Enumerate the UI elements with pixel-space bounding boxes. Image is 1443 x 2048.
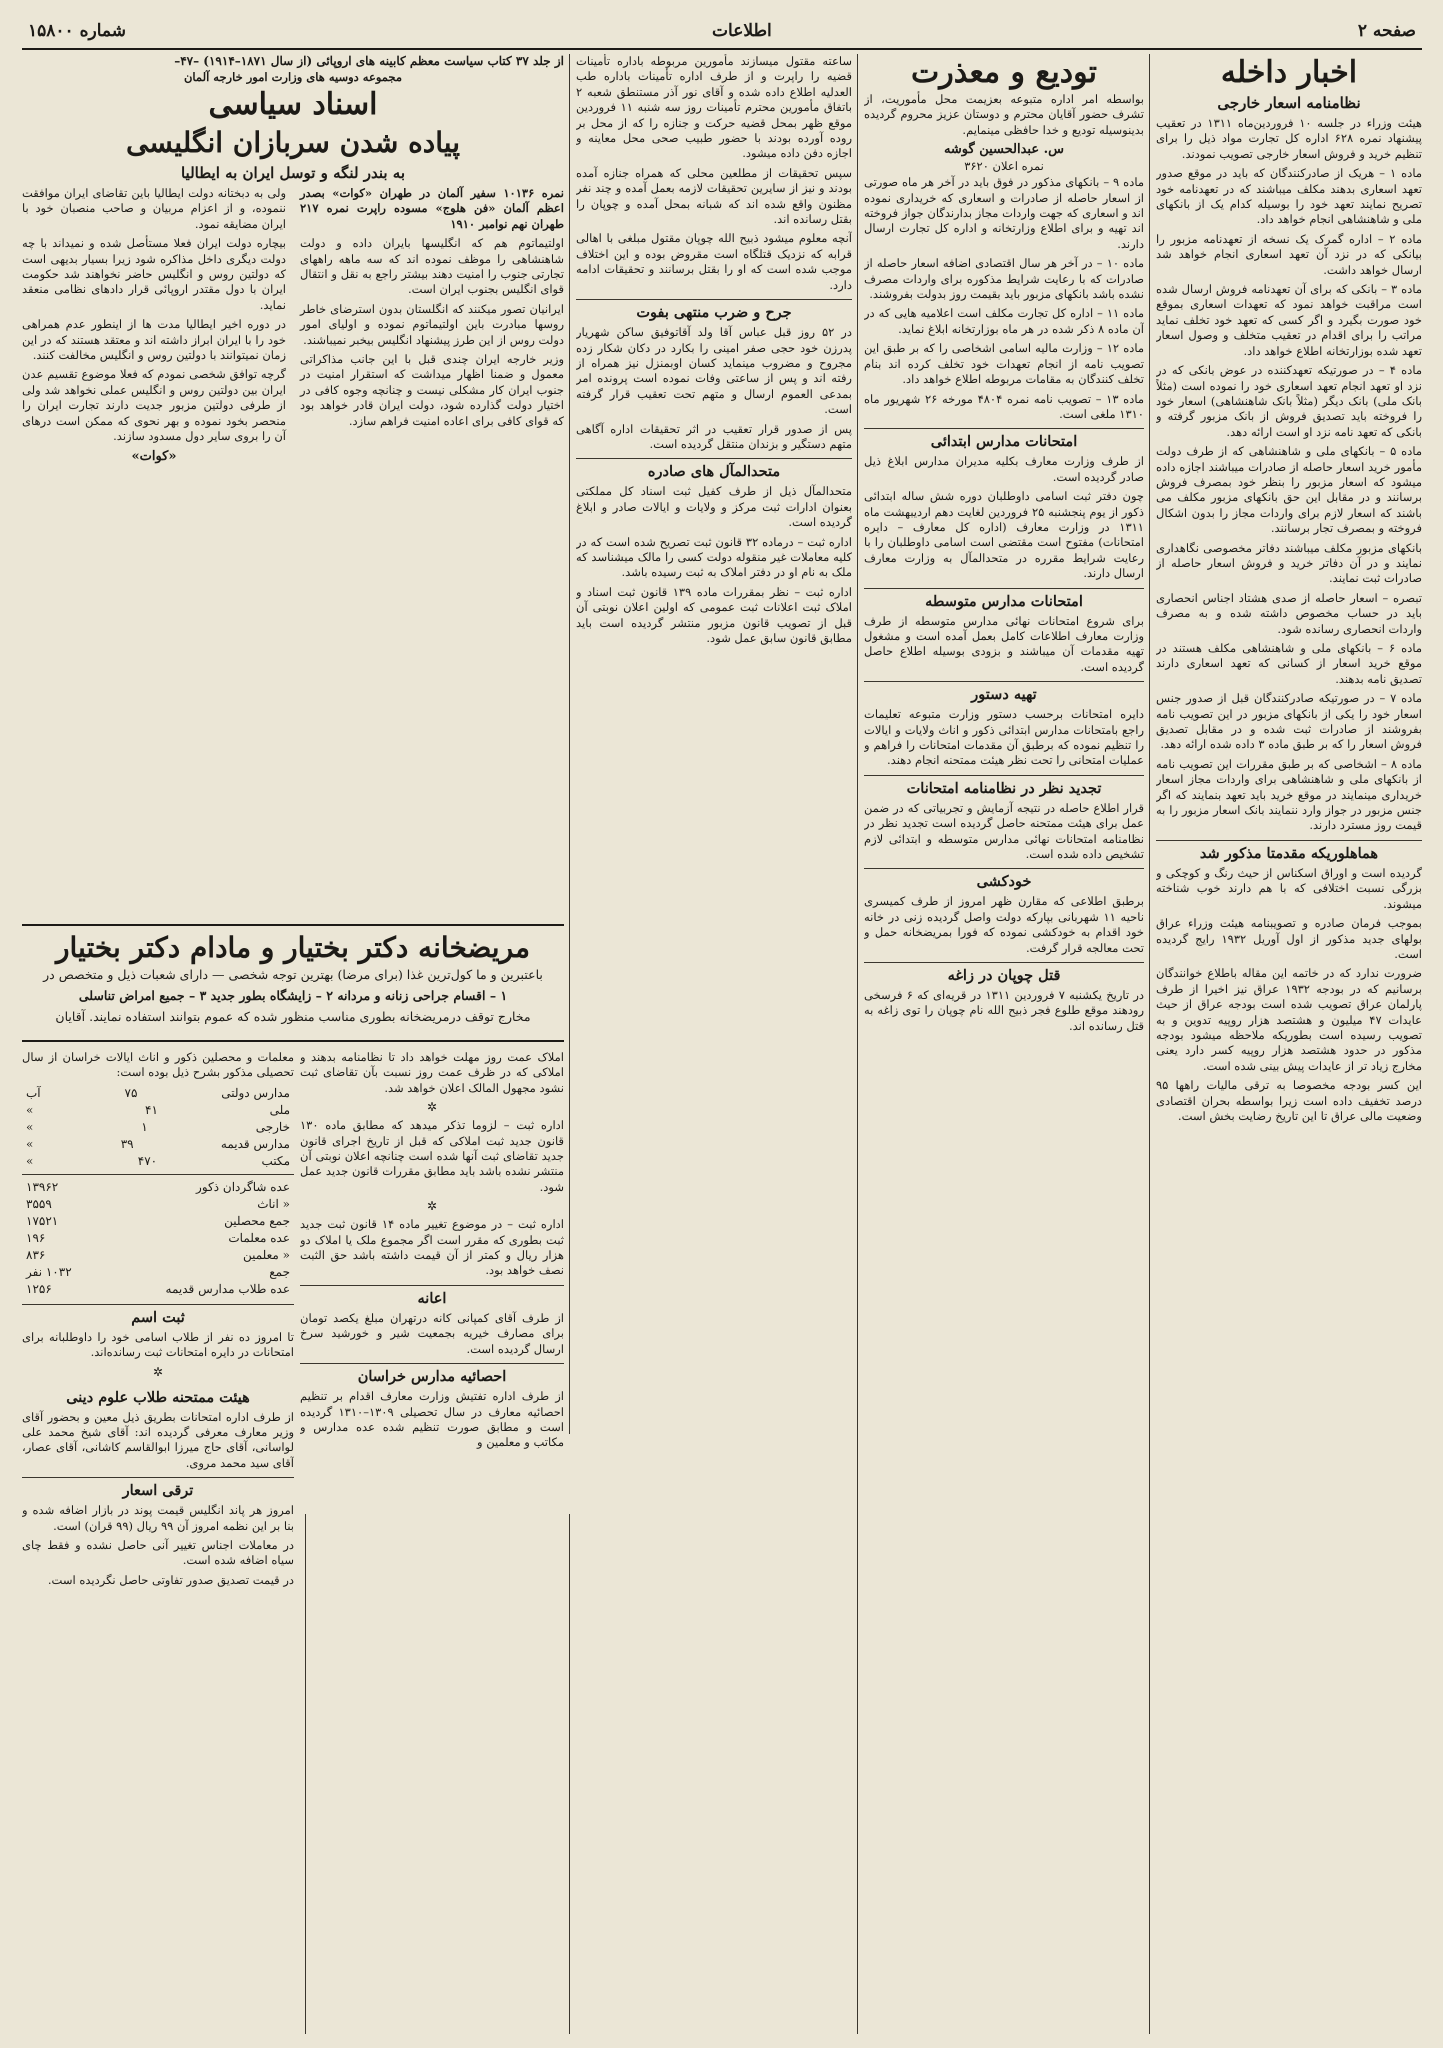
ad-line bbox=[22, 1029, 564, 1030]
article-title: نظامنامه اسعار خارجی bbox=[1217, 94, 1361, 112]
column-statistics bbox=[22, 1050, 294, 2034]
paragraph: ماده ۱۲ – وزارت مالیه اسامی اشخاصی را که بر طبق این تصویب نامه از انجام تعهدات خود تخلف کرده اند بنام تخلف کنندگان به مقامات مربوطه اطلاع خواهد داد. bbox=[864, 341, 1144, 387]
paragraph: اداره ثبت – درماده ۳۲ قانون ثبت تصریح شده است که در کلیه معاملات غیر منقوله دولت کسی را مالک میشناسد که ملک به نام او در دفتر املاک به ثبت رسیده باشد. bbox=[576, 534, 852, 580]
row-label: عده شاگردان ذکور bbox=[196, 1179, 290, 1194]
page-number: صفحه ۲ bbox=[1357, 21, 1416, 41]
article-title: جرح و ضرب منتهی بفوت bbox=[576, 299, 852, 321]
paragraph: بموجب فرمان صادره و تصویبنامه هیئت وزراء عراق بولهای جدید مذکور از اول آوریل ۱۹۳۲ رایج گردیده است. bbox=[1156, 916, 1422, 961]
paragraph: در تاریخ یکشنبه ۷ فروردین ۱۳۱۱ در قریه‌ای که ۶ فرسخی رودهند موقع طلوع فجر ذبیح الله نام چوپان را توی زاغه به قتل رسانده اند. bbox=[864, 988, 1144, 1033]
column-farewell-exams bbox=[864, 54, 1144, 2034]
paragraph: سپس تحقیقات از مطلعین محلی که همراه جنازه آمده بودند و نیز از سایرین تحقیقات لازمه بعمل آمده و چند نفر مظنون واقع شده اند که شبانه بمحل آمده و چوپان را بقتل رسانده اند. bbox=[576, 165, 852, 227]
row-value: ۴۱ bbox=[145, 1102, 158, 1117]
row-label: جمع bbox=[269, 1264, 290, 1279]
row-value: ۱ bbox=[141, 1119, 148, 1134]
row-value: ۱۰۳۲ نفر bbox=[26, 1264, 72, 1279]
issue-number: شماره ۱۵۸۰۰ bbox=[28, 21, 126, 41]
paragraph: در معاملات اجناس تغییر آنی حاصل نشده و فقط چای سیاه اضافه شده است. bbox=[22, 1538, 294, 1568]
ornament-divider: ✲ bbox=[426, 1199, 438, 1214]
paragraph: بانکهای مزبور مکلف میباشند دفاتر مخصوصی نگاهداری نمایند و در آن دفاتر خرید و فروش اسعار حاصله از صادرات ثبت نمایند. bbox=[1156, 540, 1422, 586]
row-value: ۱۳۹۶۲ bbox=[26, 1179, 59, 1194]
paragraph: اداره ثبت – لزوما تذکر میدهد که مطابق ماده ۱۳۰ قانون جدید ثبت املاکی که قبل از تاریخ اجرای قانون جدید تقاضای ثبت آنها شده است چنانچه اعلان نوبتی آن منتشر نشده باشد باید مطابق مقررات قانون جدید عمل شود. bbox=[300, 1118, 564, 1194]
table-row bbox=[22, 1102, 294, 1119]
table-row bbox=[22, 1119, 294, 1136]
paragraph: بواسطه امر اداره متبوعه بعزیمت محل مأموریت، از تشرف حضور آقایان محترم و دوستان عزیز محروم گردیده بدینوسیله تودیع و خدا حافظی مینمایم. bbox=[864, 92, 1144, 137]
article-title: ترقی اسعار bbox=[22, 1477, 294, 1499]
article-subtitle: به بندر لنگه و توسل ایران به ایطالیا bbox=[180, 164, 405, 182]
book-reference: از جلد ۳۷ کتاب سیاست معظم کابینه های اروپائی (از سال ۱۸۷۱–۱۹۱۴) –۴۷– bbox=[174, 54, 564, 68]
paragraph: ساعته مقتول میسازند مأمورین مربوطه باداره تأمینات قضیه را راپرت و از طرف اداره تأمینات باداره طب العدلیه اطلاع داده شده و آقای نور آذر مستنطق شعبه ۲ باتفاق مأمورین محترم تأمینات روز سه شنبه ۱۱ فروردین موقع ظهر بمحل قضیه حرکت و جنازه را که از محل بر روده آورده بودند با حضور طبیب صحی محل معاینه و اجازه دفن داده میشود. bbox=[576, 54, 852, 161]
book-subheader: مجموعه دوسیه های وزارت امور خارجه آلمان bbox=[183, 70, 402, 84]
article-title: خودکشی bbox=[864, 868, 1144, 890]
column-rule bbox=[1149, 1414, 1150, 2034]
row-value: ۳۹ bbox=[120, 1136, 134, 1151]
paragraph: این کسر بودجه مخصوصا به ترقی مالیات راهها ۹۵ درصد تخفیف داده است زیرا بواسطه بحران اقتصادی وضعیت مالی عراق تا این تاریخ رضایت بخش است. bbox=[1156, 1078, 1422, 1123]
paragraph: ماده ۷ – در صورتیکه صادرکنندگان قبل از صدور جنس اسعار خود را یکی از بانکهای مزبور در این تصویب نامه بفروشند از صادرات ثبت شده و در مقابل تصدیق فروش اسعار را که بر طبق ماده ۳ داده شده ارائه دهد. bbox=[1156, 691, 1422, 752]
document-header: نمره ۱۰۱۳۶ سفیر آلمان در طهران «کوات» بصدر اعظم آلمان «فن هلوج» مسوده راپرت نمره ۲۱۷ طهران نهم نوامبر ۱۹۱۰ bbox=[300, 186, 564, 231]
row-label: « اناث bbox=[257, 1196, 290, 1211]
paragraph: ماده ۱۳ – تصویب نامه نمره ۴۸۰۴ مورخه ۲۶ شهریور ماه ۱۳۱۰ ملغی است. bbox=[864, 391, 1144, 421]
row-label: مدارس دولتی bbox=[221, 1085, 290, 1100]
paragraph: دایره امتحانات برحسب دستور وزارت متبوعه تعلیمات راجع بامتحانات مدارس ابتدائی ذکور و اناث ولایات و ایالات را تنظیم نموده که برطبق آن مقدمات امتحانات را فراهم و عملیات امتحانی را تحت نظر هیئت ممتحنه انجام دهند. bbox=[864, 707, 1144, 768]
table-row bbox=[22, 1136, 294, 1153]
row-label: عده معلمات bbox=[228, 1230, 290, 1245]
article-title: هیئت ممتحنه طلاب علوم دینی bbox=[66, 1388, 250, 1406]
masthead bbox=[22, 14, 1422, 50]
row-value: ۱۲۵۶ bbox=[26, 1281, 52, 1296]
table-divider bbox=[22, 1174, 294, 1175]
article-title: امتحانات مدارس ابتدائی bbox=[864, 428, 1144, 450]
article-title: امتحانات مدارس متوسطه bbox=[864, 588, 1144, 610]
ad-border-top bbox=[22, 924, 564, 926]
row-label: خارجی bbox=[255, 1119, 290, 1134]
paragraph: از طرف آقای کمپانی کانه درتهران مبلغ یکصد تومان برای مصارف خیریه بجمعیت شیر و خورشید سرخ ارسال گردیده است. bbox=[300, 1310, 564, 1356]
paper-name: اطلاعات bbox=[712, 21, 772, 41]
row-unit: » bbox=[26, 1136, 34, 1151]
paragraph: ولی به دبختانه دولت ایطالیا باین تقاضای ایران موافقت ننموده، و از اعزام مربیان و صاحب منصبان خود با ایران مضایقه نمود. bbox=[22, 186, 286, 231]
article-title: پیاده شدن سربازان انگلیسی bbox=[125, 126, 461, 159]
ad-border-bottom bbox=[22, 1040, 564, 1042]
row-label: ملی bbox=[269, 1102, 290, 1117]
paragraph: تا امروز ده نفر از طلاب اسامی خود را داوطلبانه برای امتحانات در دایره امتحانات ثبت رسانده‌اند. bbox=[22, 1329, 294, 1360]
row-label: « معلمین bbox=[242, 1247, 290, 1262]
article-title: متحدالمآل های صادره bbox=[576, 458, 852, 480]
paragraph: اداره ثبت – نظر بمقررات ماده ۱۳۹ قانون ثبت اسناد و املاک ثبت اعلانات ثبت عمومی که اولین اعلان نوبتی آن قبل از تصویب قانون مزبور منتشر گردیده است باید مطابق قانون سابق عمل شود. bbox=[576, 584, 852, 645]
table-row bbox=[22, 1247, 294, 1264]
row-label: مدارس قدیمه bbox=[220, 1136, 290, 1151]
paragraph: اداره ثبت – در موضوع تغییر ماده ۱۴ قانون ثبت جدید ثبت بطوری که مقرر است اگر مجموع ملک یا املاک دو هزار ریال و کمتر از آن قیمت داشته باشد حق الثبت نصف خواهد بود. bbox=[300, 1217, 564, 1278]
row-label: جمع محصلین bbox=[224, 1213, 290, 1228]
paragraph: گرچه توافق شخصی نمودم که فعلا موضوع تقسیم عدن ایران بین دولتین روس و انگلیس عملی نخواهد شد ولی از طرفی دولتین مزبور جدیت دارند تجارت ایران را منحصر بخود نموده و بهر نحوی که ممکن است درهای آن را بروی سایر دول مسدود سازند. bbox=[22, 367, 286, 444]
ad-line: مخارج توقف درمریضخانه بطوری مناسب منظور شده که عموم بتوانند استفاده نمایند. آقایان bbox=[55, 1009, 531, 1024]
row-value: ۷۵ bbox=[124, 1085, 138, 1100]
paragraph: ماده ۱۰ – در آخر هر سال اقتصادی اضافه اسعار حاصله از صادرات که با رعایت شرایط مذکوره برای واردات مصرف نشده باشد بانکهای مزبور باید بقیمت روز بدولت بفروشند. bbox=[864, 256, 1144, 302]
paragraph: قرار اطلاع حاصله در نتیجه آزمایش و تجربیاتی که در ضمن عمل برای هیئت ممتحنه حاصل گردیده است تجدید نظر در نظامنامه امتحانات نهائی مدارس متوسطه و ابتدائی لازم تشخیص داده شده است. bbox=[864, 800, 1144, 862]
body-column bbox=[22, 186, 286, 466]
paragraph: اولتیماتوم هم که انگلیسها بایران داده و دولت شاهنشاهی را موظف نموده اند که سه ماهه راههای تجارتی جنوب را امنیت دهند بیشتر راجع به نقل و انتقال قوای انگلیس بجنوب ایران است. bbox=[300, 236, 564, 297]
table-row bbox=[22, 1213, 294, 1230]
paragraph: پس از صدور قرار تعقیب در اثر تحقیقات اداره آگاهی متهم دستگیر و بزندان منتقل گردیده است. bbox=[576, 421, 852, 451]
paragraph: وزیر خارجه ایران چندی قبل با این جانب مذاکراتی معمول و ضمنا اظهار میداشت که استقرار امنیت در جنوب ایران کار مشکلی نیست و چنانچه وجوه کافی در اختیار دولت گذارده شود، دولت ایران قادر خواهد بود که قوای کافی برای اعاده امنیت فراهم سازد. bbox=[300, 352, 564, 428]
paragraph: ماده ۲ – اداره گمرک یک نسخه از تعهدنامه مزبور را بیانکی که در نزد آن تعهد اسعاری انجام خواهد شد ارسال خواهد داشت. bbox=[1156, 231, 1422, 277]
row-unit: آب bbox=[26, 1085, 41, 1100]
row-label: عده طلاب مدارس قدیمه bbox=[165, 1281, 290, 1296]
paragraph: در دوره اخیر ایطالیا مدت ها از اینطور عدم همراهی خود را با ایران ابراز داشته اند و معتقد هستند که در این زمان نمیتوانند با دولتین روس و انگلیس مخالفت کنند. bbox=[22, 317, 286, 363]
table-row bbox=[22, 1085, 294, 1102]
ornament-divider: ✲ bbox=[426, 1100, 438, 1115]
table-row bbox=[22, 1179, 294, 1196]
column-registry-notices bbox=[300, 1050, 564, 2034]
table-row bbox=[22, 1230, 294, 1247]
paragraph: ماده ۶ – بانکهای ملی و شاهنشاهی مکلف هستند در موقع خرید اسعار از کسانی که تعهد اسعاری دارند تصدیق نامه بدهند. bbox=[1156, 641, 1422, 686]
column-rule bbox=[857, 54, 858, 1444]
table-row bbox=[22, 1281, 294, 1298]
ornament-divider: ✲ bbox=[152, 1364, 164, 1379]
paragraph: متحدالمآل ذیل از طرف کفیل ثبت اسناد کل مملکتی بعنوان ادارات ثبت مرکز و ولایات و ایالات صادر و ابلاغ گردیده است. bbox=[576, 484, 852, 530]
paragraph: معلمات و محصلین ذکور و اناث ایالات خراسان از سال تحصیلی مذکور بشرح ذیل بوده است: bbox=[22, 1050, 294, 1080]
row-value: ۴۷۰ bbox=[137, 1153, 158, 1168]
two-column-body bbox=[22, 186, 564, 466]
article-title: اعانه bbox=[300, 1285, 564, 1307]
paragraph: گردیده است و اوراق اسکناس از حیث رنگ و کوچکی و بزرگی نسبت اختلافی که با هم دارند خوب شناخته میشوند. bbox=[1156, 865, 1422, 911]
paragraph: چون دفتر ثبت اسامی داوطلبان دوره شش ساله ابتدائی ذکور از یوم پنجشنبه ۲۵ فروردین لغایت دهم اردیبهشت ماه ۱۳۱۱ در وزارت معارف (اداره کل معارف – دایره امتحانات) مفتوح است مقتضی است اسامی داوطلبان را با رعایت شرایط مقرره در متحدالمآل به وزارت معارف ارسال دارند. bbox=[864, 489, 1144, 581]
table-row bbox=[22, 1153, 294, 1170]
body-column bbox=[300, 186, 564, 466]
row-value: ۱۹۶ bbox=[26, 1230, 46, 1245]
paragraph: از طرف اداره تفتیش وزارت معارف اقدام بر تنظیم احصائیه معارف در سال تحصیلی ۱۳۰۹–۱۳۱۰ گردیده است و مطابق صورت تنظیم شده عده مدارس و مکاتب و معلمین و bbox=[300, 1389, 564, 1450]
row-value: ۳۵۵۹ bbox=[26, 1196, 52, 1211]
article-title: قتل چوپان در زاغه bbox=[864, 962, 1144, 984]
schools-table bbox=[22, 1085, 294, 1170]
row-value: ۸۳۶ bbox=[26, 1247, 46, 1262]
paragraph: ایرانیان تصور میکنند که انگلستان بدون استرضای خاطر روسها مبادرت باین اولتیماتوم نموده و اولیای امور دولت روس از این طرز پیشنهاد انگلیس بیخبر نمیباشند. bbox=[300, 301, 564, 347]
paragraph: برطبق اطلاعی که مقارن ظهر امروز از طرف کمیسری ناحیه ۱۱ شهربانی بپارکه دولت واصل گردیده زنی در خانه خود اقدام به خودکشی نموده که فورا بمریضخانه حمل و تحت معالجه قرار گرفت. bbox=[864, 894, 1144, 955]
column-rule bbox=[1149, 54, 1150, 1444]
article-title: تجدید نظر در نظامنامه امتحانات bbox=[864, 775, 1144, 797]
table-row bbox=[22, 1196, 294, 1213]
table-row bbox=[22, 1264, 294, 1281]
hospital-advertisement bbox=[22, 930, 564, 1030]
ad-number: نمره اعلان ۳۶۲۰ bbox=[964, 159, 1044, 174]
section-title: تودیع و معذرت bbox=[911, 55, 1097, 90]
paragraph: ماده ۱ – هریک از صادرکنندگان که باید در موقع صدور تعهد اسعاری بدهند مکلف میباشند که در تعهدنامه خود تصریح نمایند تعهد خود را بوسیله کدام یک از بانکهای ملی و شاهنشاهی انجام خواهد داد. bbox=[1156, 166, 1422, 227]
row-unit: » bbox=[26, 1119, 34, 1134]
column-internal-news bbox=[1156, 54, 1422, 2034]
paragraph: از طرف وزارت معارف بکلیه مدیران مدارس ابلاغ ذیل صادر گردیده است. bbox=[864, 454, 1144, 484]
paragraph: تبصره – اسعار حاصله از صدی هشتاد اجناس انحصاری باید در حساب مخصوص داشته شده و به مصرف واردات انحصاری رسانده شود. bbox=[1156, 590, 1422, 636]
column-rule bbox=[569, 54, 570, 1434]
paragraph: ضرورت ندارد که در خاتمه این مقاله باطلاع خوانندگان برسانیم که در بودجه ۱۹۳۲ عراق نیز اخیرا از طرف پارلمان عراق تصویب شده است بودجه عراق از حیث عایدات ۴۷ میلیون و هشتصد هزار روپیه تدوین و به تصویب رسیده است بطوریکه ملاحظه میشود بودجه مذکور در حدود هشتصد هزار روپیه کسر دارد یعنی مخارج زیاد تر از عایدات پیش بینی شده است. bbox=[1156, 966, 1422, 1073]
column-rule bbox=[569, 1514, 570, 2034]
paragraph: ماده ۵ – بانکهای ملی و شاهنشاهی که از طرف دولت مأمور خرید اسعار حاصله از صادرات میباشند اجازه داده میشود که اسعار مزبور را بنظر خود بمصرف فروش برسانند و در مقابل این حق بانکهای مزبور مکلف می باشند که اسعار لازم برای واردات مجاز را بدون اشکال فروخته و بمصرف تجار برسانند. bbox=[1156, 444, 1422, 536]
paragraph: ماده ۴ – در صورتیکه تعهدکننده در عوض بانکی که در نزد او تعهد انجام تعهد اسعاری خود را نموده است (مثلاً بانک ملی) بانک دیگر (مثلاً بانک شاهنشاهی) اسعار خود را فروخته باید تصدیق فروش از بانک مزبور گرفته و بانکی که تعهد نامه نزد او است ارائه دهد. bbox=[1156, 363, 1422, 439]
paragraph: از طرف اداره امتحانات بطریق ذیل معین و بحضور آقای وزیر معارف معرفی گردیده اند: آقای شیخ محمد علی لواسانی، آقای حاج میرزا ابوالقاسم کاشانی، آقای عصار، آقای سید محمد مروی. bbox=[22, 1409, 294, 1470]
paragraph: ماده ۸ – اشخاصی که بر طبق مقررات این تصویب نامه از بانکهای ملی و شاهنشاهی برای واردات مجاز اسعار خریداری مینمایند در موقع خرید باید تعهد بنمایند که اگر جنس مزبور در جواز وارد ننمایند بانک اسعار مزبور را به قیمت روز مسترد دارند. bbox=[1156, 756, 1422, 833]
paragraph: برای شروع امتحانات نهائی مدارس متوسطه از طرف وزارت معارف اطلاعات کامل بعمل آمده است و مشغول تهیه مقدمات آن میباشند و بزودی بوسیله اطلاع حاصل گردیده است. bbox=[864, 613, 1144, 674]
ad-line: ۱ – اقسام جراحی زنانه و مردانه ۲ – زایشگاه بطور جدید ۳ – جمیع امراض تناسلی bbox=[78, 988, 508, 1003]
paragraph: در قیمت تصدیق صدور تفاوتی حاصل نگردیده است. bbox=[47, 1572, 294, 1587]
column-middle bbox=[576, 54, 852, 1384]
paragraph: آنچه معلوم میشود ذبیح الله چوپان مقتول مبلغی با اهالی قرابه که نزدیک قتلگاه است مقروض بوده و این اختلاف موجب شده است که او را بقتل برسانند و تحقیقات ادامه دارد. bbox=[576, 231, 852, 292]
column-rule bbox=[857, 1414, 858, 2034]
paragraph: ماده ۱۱ – اداره کل تجارت مکلف است اعلامیه هایی که در آن ماده ۸ ذکر شده در هر ماه بوزارتخانه ابلاغ نماید. bbox=[864, 306, 1144, 336]
article-title: ثبت اسم bbox=[22, 1304, 294, 1326]
article-title: اسناد سیاسی bbox=[208, 87, 378, 122]
students-table bbox=[22, 1179, 294, 1298]
ad-line: باعتبرین و ما کول‌ترین غذا (برای مرضا) بهترین توجه شخصی — دارای شعبات ذیل و متخصص در bbox=[43, 967, 543, 982]
article-title: هماهلوریکه مقدمتا مذکور شد bbox=[1156, 840, 1422, 862]
paragraph: هیئت وزراء در جلسه ۱۰ فروردین‌ماه ۱۳۱۱ در تعقیب پیشنهاد نمره ۶۲۸ اداره کل تجارت مواد ذیل را برای تنظیم خرید و فروش اسعار خارجی تصویب نمودند. bbox=[1156, 116, 1422, 161]
signature: «کوات» bbox=[131, 448, 177, 464]
paragraph: املاک عمت روز مهلت خواهد داد تا نظامنامه بدهند و املاکی که در ظرف عمت روز نسبت بآن تقاضای ثبت نشود مجهول المالک اعلان خواهد شد. bbox=[300, 1050, 564, 1095]
row-label: مکتب bbox=[261, 1153, 290, 1168]
newspaper-page bbox=[22, 14, 1422, 2034]
article-title: احصائیه مدارس خراسان bbox=[300, 1363, 564, 1385]
column-political-documents bbox=[22, 54, 564, 914]
section-title: اخبار داخله bbox=[1220, 55, 1358, 90]
row-unit: » bbox=[26, 1102, 34, 1117]
ad-title: مریضخانه دکتر بختیار و مادام دکتر بختیار bbox=[55, 931, 531, 964]
signature: س. عبدالحسین گوشه bbox=[943, 142, 1065, 158]
row-unit: » bbox=[26, 1153, 34, 1168]
paragraph: ماده ۹ – بانکهای مذکور در فوق باید در آخر هر ماه صورتی از اسعار حاصله از صادرات و اسعاری که خریداری نموده اند و اسعاری که جهت واردات مجاز بدارندگان جواز فروخته اند تهیه و برای اطلاع وزارتخانه و اداره کل تجارت ارسال دارند. bbox=[864, 175, 1144, 251]
row-value: ۱۷۵۲۱ bbox=[26, 1213, 59, 1228]
paragraph: در ۵۲ روز قبل عباس آقا ولد آقاتوفیق ساکن شهریار پدرزن خود حجی صفر امینی را بکارد در دکان شکار زده مجروح و مضروب مینماید کسان اوبمنزل نیز همراه از رفته اند و پس از ساعتی وفات نموده است پرونده امر بمدعی العموم ارسال و متهم تحت تعقیب قرار گرفته است. bbox=[576, 325, 852, 417]
article-title: تهیه دستور bbox=[864, 681, 1144, 703]
paragraph: ماده ۳ – بانکی که برای آن تعهدنامه فروش ارسال شده است مراقبت خواهد نمود که تعهدات اسعاری بموقع خود صورت بگیرد و اگر کسی که تعهد خود تخلف نماید مراتب را برای اقدام در تعقیب متخلف و وصول اسعار تعهد شده بوزارتخانه اطلاع خواهد داد. bbox=[1156, 282, 1422, 358]
paragraph: بیچاره دولت ایران فعلا مستأصل شده و نمیداند با چه دولت دیگری داخل مذاکره شود زیرا بسیار بدیهی است که دولتین روس و انگلیس حاضر نخواهند شد حکومت ایران با دول مقتدر اروپائی قرار داد‌های نظامی منعقد نماید. bbox=[22, 236, 286, 312]
paragraph: امروز هر پاند انگلیس قیمت پوند در بازار اضافه شده و بنا بر این نظمه امروز آن ۹۹ ریال (۹۹ قران) است. bbox=[22, 1503, 294, 1533]
